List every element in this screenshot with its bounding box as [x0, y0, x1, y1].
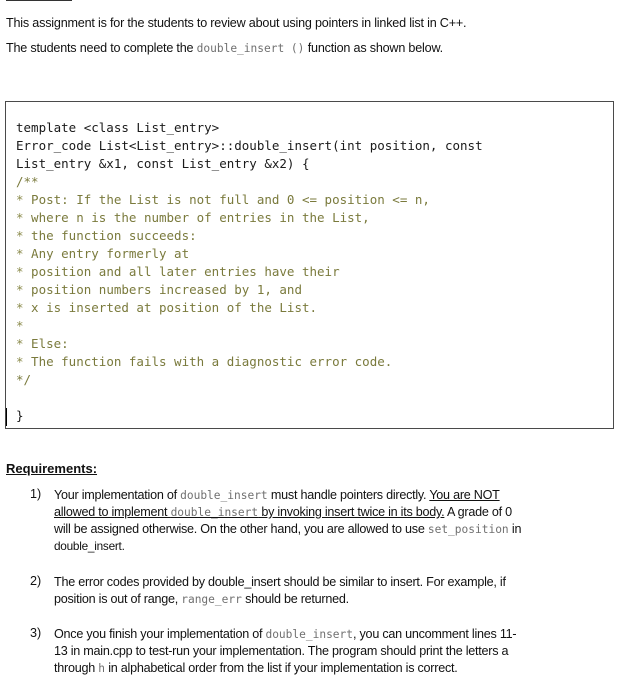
comment-line: * position and all later entries have their — [16, 264, 340, 279]
requirements-heading: Requirements: — [6, 461, 98, 476]
top-rule — [6, 0, 72, 1]
list-number: 2) — [30, 574, 42, 588]
comment-line: * Post: If the List is not full and 0 <= position <= n, — [16, 192, 430, 207]
comment-line: /** — [16, 174, 39, 189]
code-block — [5, 101, 614, 429]
closing-brace: } — [16, 408, 24, 423]
list-number: 1) — [30, 487, 42, 501]
code-line: Error_code List<List_entry>::double_insert(int position, const — [16, 138, 483, 153]
comment-line: * Else: — [16, 336, 69, 351]
code-line: template <class List_entry> — [16, 120, 220, 135]
code-line: List_entry &x1, const List_entry &x2) { — [16, 156, 310, 171]
comment-line: * Any entry formerly at — [16, 246, 190, 261]
comment-line: * The function fails with a diagnostic error code. — [16, 354, 393, 369]
comment-line: * where n is the number of entries in the List, — [16, 210, 370, 225]
comment-line: * position numbers increased by 1, and — [16, 282, 302, 297]
intro-line-2: The students need to complete the double_insert () function as shown below. — [6, 41, 443, 55]
comment-line: * x is inserted at position of the List. — [16, 300, 318, 315]
inline-code: double_insert () — [196, 42, 305, 55]
comment-line: * the function succeeds: — [16, 228, 197, 243]
comment-end: */ — [16, 372, 32, 387]
comment-line: * — [16, 318, 24, 333]
list-number: 3) — [30, 626, 42, 640]
intro-line-1: This assignment is for the students to review about using pointers in linked list in C++. — [6, 16, 467, 30]
text-cursor — [6, 408, 7, 426]
